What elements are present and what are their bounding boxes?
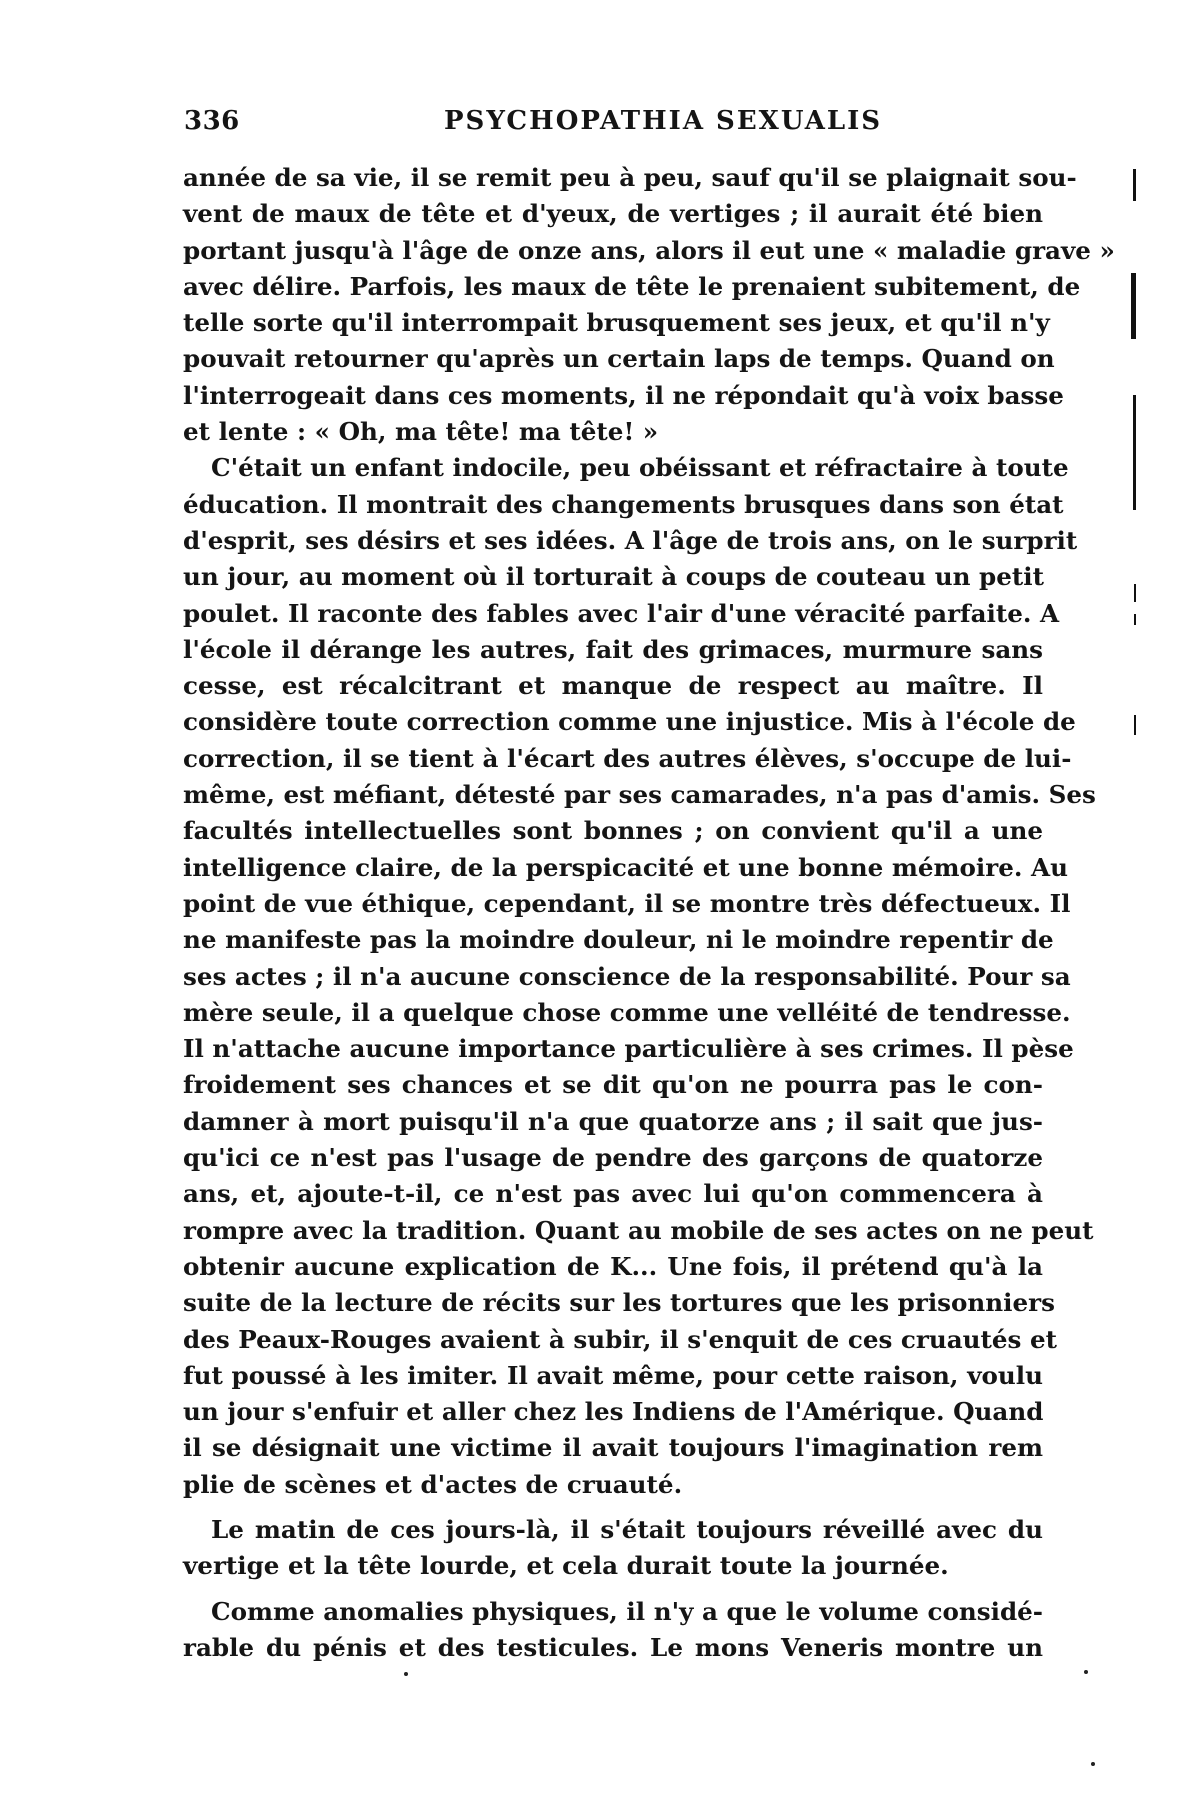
text-line: telle sorte qu'il interrompait brusquement ses jeux, et qu'il n'y bbox=[183, 308, 1050, 338]
text-line: rable du pénis et des testicules. Le mons Veneris montre un bbox=[183, 1632, 1043, 1662]
text-line: froidement ses chances et se dit qu'on ne pourra pas le con- bbox=[183, 1070, 1043, 1100]
text-line: vertige et la tête lourde, et cela durait toute la journée. bbox=[183, 1551, 949, 1581]
running-head bbox=[184, 106, 1034, 140]
body-text bbox=[183, 160, 1115, 1666]
text-line: avec délire. Parfois, les maux de tête le prenaient subitement, de bbox=[183, 271, 1081, 301]
margin-mark bbox=[1134, 584, 1136, 602]
text-line: correction, il se tient à l'écart des autres élèves, s'occupe de lui- bbox=[183, 743, 1072, 773]
margin-mark bbox=[1131, 273, 1136, 339]
scan-speck bbox=[404, 1672, 408, 1676]
text-line: l'interrogeait dans ces moments, il ne répondait qu'à voix basse bbox=[183, 380, 1064, 410]
text-line: Comme anomalies physiques, il n'y a que le volume considé- bbox=[211, 1596, 1043, 1626]
text-line: point de vue éthique, cependant, il se montre très défectueux. Il bbox=[183, 888, 1071, 918]
margin-mark bbox=[1133, 395, 1136, 510]
text-line: des Peaux-Rouges avaient à subir, il s'enquit de ces cruautés et bbox=[183, 1324, 1057, 1354]
text-line: portant jusqu'à l'âge de onze ans, alors il eut une « maladie grave » bbox=[183, 235, 1115, 265]
text-line: ses actes ; il n'a aucune conscience de la responsabilité. Pour sa bbox=[183, 961, 1071, 991]
text-line: année de sa vie, il se remit peu à peu, sauf qu'il se plaignait sou- bbox=[183, 163, 1077, 192]
paragraph-gap bbox=[183, 1503, 1043, 1512]
text-line: C'était un enfant indocile, peu obéissant et réfractaire à toute bbox=[211, 453, 1069, 483]
text-line: facultés intellectuelles sont bonnes ; on convient qu'il a une bbox=[183, 816, 1043, 846]
text-line: ne manifeste pas la moindre douleur, ni le moindre repentir de bbox=[183, 925, 1054, 955]
paragraph-gap bbox=[183, 1585, 1043, 1594]
text-line: un jour s'enfuir et aller chez les Indiens de l'Amérique. Quand bbox=[183, 1397, 1044, 1427]
scan-speck bbox=[1084, 1670, 1088, 1674]
text-line: mère seule, il a quelque chose comme une velléité de tendresse. bbox=[183, 997, 1071, 1027]
text-line: damner à mort puisqu'il n'a que quatorze ans ; il sait que jus- bbox=[183, 1106, 1043, 1136]
text-line: rompre avec la tradition. Quant au mobile de ses actes on ne peut bbox=[183, 1215, 1094, 1245]
margin-mark bbox=[1134, 715, 1136, 735]
text-line: un jour, au moment où il torturait à coups de couteau un petit bbox=[183, 562, 1044, 592]
text-line: d'esprit, ses désirs et ses idées. A l'âge de trois ans, on le surprit bbox=[183, 525, 1078, 555]
text-line: pouvait retourner qu'après un certain laps de temps. Quand on bbox=[183, 344, 1055, 374]
text-line: considère toute correction comme une injustice. Mis à l'école de bbox=[183, 707, 1076, 737]
text-line: Il n'attache aucune importance particulière à ses crimes. Il pèse bbox=[183, 1034, 1074, 1064]
text-line: vent de maux de tête et d'yeux, de vertiges ; il aurait été bien bbox=[183, 199, 1043, 229]
text-line: poulet. Il raconte des fables avec l'air d'une véracité parfaite. A bbox=[183, 598, 1060, 628]
text-line: et lente : « Oh, ma tête! ma tête! » bbox=[183, 417, 659, 447]
text-line: qu'ici ce n'est pas l'usage de pendre des garçons de quatorze bbox=[183, 1143, 1043, 1173]
text-line: cesse, est récalcitrant et manque de respect au maître. Il bbox=[183, 671, 1043, 701]
text-line: fut poussé à les imiter. Il avait même, pour cette raison, voulu bbox=[183, 1360, 1043, 1390]
running-title: PSYCHOPATHIA SEXUALIS bbox=[444, 106, 883, 136]
margin-mark bbox=[1133, 169, 1136, 201]
text-line: obtenir aucune explication de K... Une fois, il prétend qu'à la bbox=[183, 1251, 1043, 1281]
page-number: 336 bbox=[184, 106, 240, 136]
text-line: ans, et, ajoute-t-il, ce n'est pas avec lui qu'on commencera à bbox=[183, 1179, 1043, 1209]
text-line: intelligence claire, de la perspicacité et une bonne mémoire. Au bbox=[183, 852, 1068, 882]
text-line: l'école il dérange les autres, fait des grimaces, murmure sans bbox=[183, 634, 1043, 664]
text-line: éducation. Il montrait des changements brusques dans son état bbox=[183, 489, 1064, 519]
text-line: il se désignait une victime il avait toujours l'imagination rem bbox=[183, 1433, 1043, 1463]
text-line: Le matin de ces jours-là, il s'était toujours réveillé avec du bbox=[211, 1514, 1043, 1544]
text-line: même, est méfiant, détesté par ses camarades, n'a pas d'amis. Ses bbox=[183, 780, 1096, 810]
text-line: plie de scènes et d'actes de cruauté. bbox=[183, 1469, 683, 1499]
margin-mark bbox=[1134, 614, 1136, 625]
scan-speck bbox=[1091, 1762, 1095, 1766]
text-line: suite de la lecture de récits sur les tortures que les prisonniers bbox=[183, 1288, 1055, 1318]
